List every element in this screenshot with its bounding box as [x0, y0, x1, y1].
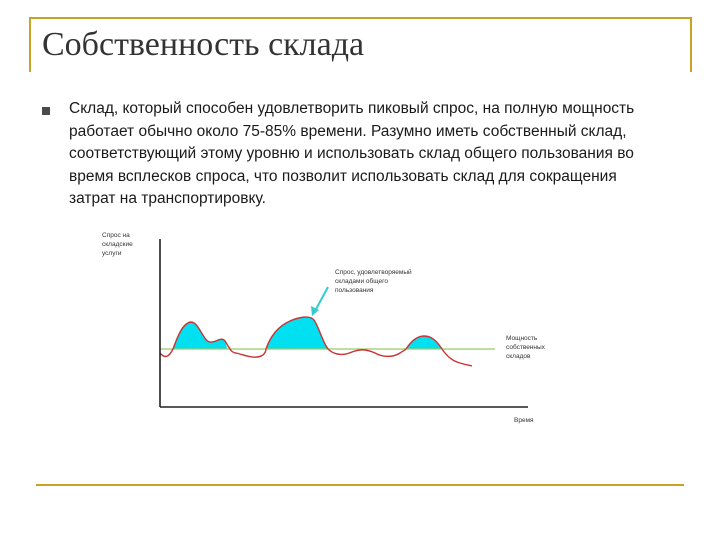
y-axis-label	[102, 232, 135, 257]
bullet-square-icon	[42, 107, 50, 115]
peak-annotation-line-1: Спрос, удовлетворяемый	[335, 269, 412, 276]
peak-region-2	[266, 317, 328, 349]
x-axis-label: Время	[514, 417, 534, 424]
annotation-arrow-line	[315, 287, 328, 311]
demand-figure-svg	[100, 225, 560, 430]
peak-region-1	[173, 322, 227, 349]
frame-right-line	[690, 17, 692, 72]
peak-annotation-line-3: пользования	[335, 287, 374, 294]
frame-bottom-line	[36, 484, 684, 486]
y-axis-label-line-2: складские	[102, 241, 133, 248]
y-axis-label-line-1: Спрос на	[102, 232, 130, 239]
demand-figure	[100, 225, 560, 435]
frame-top-line	[29, 17, 692, 19]
capacity-label-line-1: Мощность	[506, 335, 538, 342]
frame-left-line	[29, 17, 31, 72]
capacity-label-line-2: собственных	[506, 344, 545, 351]
y-axis-label-line-3: услуги	[102, 250, 122, 257]
capacity-label	[506, 335, 547, 360]
peak-annotation-line-2: складами общего	[335, 278, 388, 285]
capacity-label-line-3: складов	[506, 353, 531, 360]
bullet-text: Склад, который способен удовлетворить пиковый спрос, на полную мощность работает обычно около 75-85% времени. Разумно иметь собственный склад, соответствующий этому уровню и использовать склад общего пользования во время всплесков спроса, что позволит использовать склад для сокращения затрат на транспортировку.	[69, 100, 635, 207]
peak-annotation-label	[335, 268, 413, 294]
slide-title: Собственность склада	[42, 26, 365, 63]
